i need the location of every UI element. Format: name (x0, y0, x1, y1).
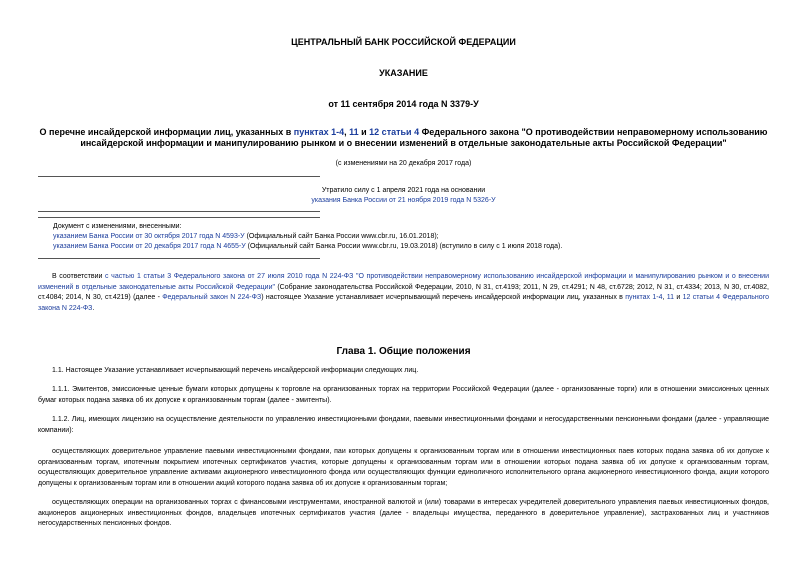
document-type: УКАЗАНИЕ (379, 68, 428, 78)
preamble-link-article-4[interactable]: 12 статьи 4 Федерального закона N 224-ФЗ (38, 294, 769, 312)
divider (38, 176, 320, 177)
title-line-1 (0, 127, 807, 138)
document-date-number: от 11 сентября 2014 года N 3379-У (328, 99, 479, 109)
title-link-article-4[interactable]: 12 статьи 4 (369, 127, 420, 137)
preamble-link-law-224[interactable]: с частью 1 статьи 3 Федерального закона от 27 июля 2010 года N 224-ФЗ "О противодействии неправомерному использованию инсайдерской информации и манипулированию рынком и о внесении изменений в отдельные законодательные акты Российской Федерации" (38, 273, 769, 291)
title-text: О перечне инсайдерской информации лиц, указанных в (39, 127, 294, 137)
expired-link[interactable]: указания Банка России от 21 ноября 2019 года N 5326-У (311, 197, 496, 204)
clause-bullet-1: осуществляющих доверительное управление паевыми инвестиционными фондами, паи которых допущены к организованным торгам или в отношении инвестиционных паев которых подана заявка об их допуске к организованным торгам, ипотечным покрытием ипотечных сертификатов участия, которые допущены к организованным торгам или в отношении которых подана заявка об их допуске к организованным торгам, осуществляющих доверительное управление активами акционерного инвестиционного фонда или осуществляющих функции единоличного исполнительного органа акционерного инвестиционного фонда, акции которого допущены к организованным торгам или в отношении акций которого подана заявка об их допуске к организованным торгам; (38, 448, 769, 487)
changes-intro: Документ с изменениями, внесенными: (53, 223, 182, 230)
preamble-link-point-11[interactable]: 11 (666, 294, 675, 301)
divider (38, 258, 320, 259)
document-title (0, 127, 807, 149)
preamble-text: и (674, 294, 683, 301)
change-item (53, 232, 773, 242)
change-source: (Официальный сайт Банка России www.cbr.ru, 16.01.2018); (244, 233, 439, 240)
changes-block (53, 222, 773, 252)
amendment-note: (с изменениями на 20 декабря 2017 года) (335, 160, 472, 167)
title-link-point-11[interactable]: 11 (349, 127, 359, 137)
clause-1-1: 1.1. Настоящее Указание устанавливает исчерпывающий перечень инсайдерской информации следующих лиц. (52, 367, 419, 374)
divider (38, 211, 320, 212)
change-item (53, 242, 773, 252)
preamble-text: . (92, 304, 95, 312)
title-line-2: инсайдерской информации и манипулированию рынком и о внесении изменений в отдельные законодательные акты Российской Федерации" (80, 138, 727, 148)
expired-text: Утратило силу с 1 апреля 2021 года на основании (321, 187, 486, 194)
title-text: и (358, 127, 370, 137)
issuer-heading: ЦЕНТРАЛЬНЫЙ БАНК РОССИЙСКОЙ ФЕДЕРАЦИИ (291, 37, 516, 47)
preamble-link-points-1-4[interactable]: пунктах 1-4 (625, 294, 663, 301)
clause-1-1-1: 1.1.1. Эмитентов, эмиссионные ценные бумаги которых допущены к торговле на организованных торгах на территории Российской Федерации (далее - организованные торги) или в отношении эмиссионных ценных бумаг которых подана заявка об их допуске к организованным торгам (далее - эмитенты). (38, 386, 769, 404)
title-text: , (344, 127, 350, 137)
preamble-text: ) настоящее Указание устанавливает исчерпывающий перечень инсайдерской информации лиц, указанных в (261, 294, 626, 301)
title-link-points-1-4[interactable]: пунктах 1-4 (293, 127, 345, 137)
change-link-4593-u[interactable]: указанием Банка России от 30 октября 2017 года N 4593-У (53, 233, 245, 240)
preamble-paragraph (38, 272, 769, 314)
clause-1-1-2: 1.1.2. Лиц, имеющих лицензию на осуществление деятельности по управлению инвестиционными фондами, паевыми инвестиционными фондами и негосударственными пенсионными фондами (далее - управляющие компании): (38, 416, 769, 434)
expired-notice (0, 186, 807, 206)
clause-bullet-2: осуществляющих операции на организованных торгах с финансовыми инструментами, иностранной валютой и (или) товарами в интересах учредителей доверительного управления паевых инвестиционных фондов, акционеров акционерных инвестиционных фондов, владельцев ипотечных сертификатов участия (далее - владельцы имущества, переданного в доверительное управление), застрахованных лиц и участников негосударственных пенсионных фондов. (38, 499, 769, 527)
preamble-link-law-short[interactable]: Федеральный закон N 224-ФЗ (162, 294, 262, 301)
divider (38, 217, 320, 218)
preamble-text: В соответствии (52, 273, 106, 280)
change-source: (Официальный сайт Банка России www.cbr.ru, 19.03.2018) (вступило в силу с 1 июля 2018 года). (245, 243, 563, 250)
title-text: Федерального закона "О противодействии неправомерному использованию (419, 127, 768, 137)
preamble-text: , (662, 294, 667, 301)
change-link-4655-u[interactable]: указанием Банка России от 20 декабря 2017 года N 4655-У (53, 243, 246, 250)
preamble-text: (Собрание законодательства Российской Федерации, 2010, N 31, ст.4193; 2011, N 29, ст.4291; N 48, ст.6728; 2012, N 31, ст.4334; 2013, N 30, ст.4082, ст.4084; 2014, N 30, ст.4219) (далее - (38, 283, 769, 301)
chapter-heading: Глава 1. Общие положения (336, 346, 471, 357)
